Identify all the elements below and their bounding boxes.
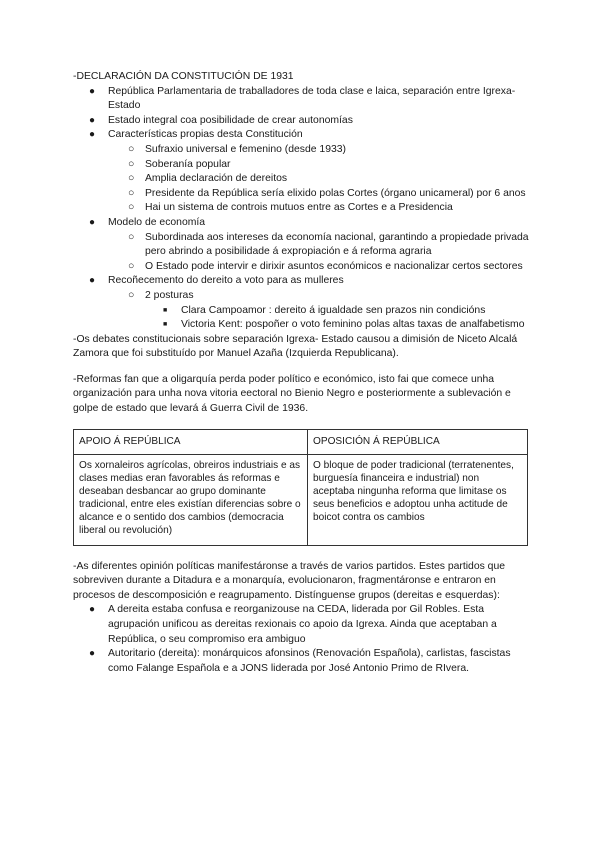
list-item: ● Estado integral coa posibilidade de crear autonomías <box>73 114 533 129</box>
bullet-circle-icon: ○ <box>128 201 135 214</box>
bullet-dot-icon: ● <box>89 129 96 141</box>
list-item: ● Autoritario (dereita): monárquicos afonsinos (Renovación Española), carlistas, fascistas como Falange Española e a JONS liderada por José Antonio Primo de RIvera. <box>89 648 511 674</box>
table-cell-opposition: O bloque de poder tradicional (terratenentes, burguesía financeira e industrial) non aceptaba ningunha reforma que limitase os seus beneficios e adoptou unha actitude de boicot contra os cambios <box>308 454 528 545</box>
sub-list-item: ○ Hai un sistema de controis mutuos entre as Cortes e a Presidencia <box>128 201 453 214</box>
bullet-dot-icon: ● <box>89 85 96 97</box>
bullet-circle-icon: ○ <box>128 186 135 199</box>
bullet-circle-icon: ○ <box>128 230 135 243</box>
table-cell-support: Os xornaleiros agrícolas, obreiros industriais e as clases medias eran favorables ás reformas e deseaban desbancar ao grupo dominante tradicional, entre eles existían diferencias sobre o alcance e o sentido dos cambios (democracia liberal ou revolución) <box>74 454 308 545</box>
sub-list-item: ○ Soberanía popular <box>128 157 231 170</box>
table-header-row <box>74 429 528 454</box>
bullet-circle-icon: ○ <box>128 288 135 301</box>
comparison-table <box>73 429 528 546</box>
sub-list-item: ○ Subordinada aos intereses da economía nacional, garantindo a propiedade privada pero abrindo a posibilidade á expropiación e á reforma agraria <box>128 230 529 258</box>
table-header-support: APOIO Á REPÚBLICA <box>74 429 308 454</box>
sub-list-item: ○ Presidente da República sería elixido polas Cortes (órgano unicameral) por 6 anos <box>128 186 526 199</box>
paragraph: -Os debates constitucionais sobre separación Igrexa- Estado causou a dimisión de Niceto Alcalá Zamora que foi substituído por Manuel Azaña (Izquierda Republicana). <box>73 333 518 360</box>
sub-sub-list-item: ■ Clara Campoamor : dereito á igualdade sen prazos nin condicións <box>73 304 533 319</box>
table-row <box>74 454 528 545</box>
bullet-dot-icon: ● <box>89 648 96 660</box>
constitution-list <box>73 85 533 333</box>
list-item: ● A dereita estaba confusa e reorganizouse na CEDA, liderada por Gil Robles. Esta agrupación unificou as dereitas rexionais co apoio da Igrexa. Ainda que aceptaban a República, o seu compromiso era ambiguo <box>89 604 497 645</box>
bullet-dot-icon: ● <box>89 604 96 616</box>
bullet-square-icon: ■ <box>163 306 168 314</box>
bullet-dot-icon: ● <box>89 216 96 228</box>
list-item: ● Modelo de economía <box>73 216 533 231</box>
bullet-square-icon: ■ <box>163 321 168 329</box>
list-item: ● República Parlamentaria de traballadores de toda clase e laica, separación entre Igrexa- Estado <box>89 85 516 112</box>
paragraph: -Reformas fan que a oligarquía perda poder político e económico, isto fai que comece unha organización para unha nova vitoria eectoral no Bienio Negro e posteriormente a sublevación e golpe de estado que levará á Guerra Civil de 1936. <box>73 373 511 415</box>
bullet-circle-icon: ○ <box>128 157 135 170</box>
sub-list-item: ○ Sufraxio universal e femenino (desde 1933) <box>128 142 347 155</box>
sub-list-item: ○ 2 posturas <box>128 288 194 301</box>
sub-list-item: ○ Amplia declaración de dereitos <box>128 172 288 185</box>
spacer <box>73 362 533 373</box>
list-item: ● Características propias desta Constitución <box>73 128 533 143</box>
parties-list <box>73 603 533 676</box>
bullet-circle-icon: ○ <box>128 172 135 185</box>
document-body <box>73 70 533 676</box>
list-item: ● Recoñecemento do dereito a voto para as mulleres <box>73 274 533 289</box>
bullet-dot-icon: ● <box>89 275 96 287</box>
sub-list-item: ○ O Estado pode intervir e dirixir asuntos económicos e nacionalizar certos sectores <box>128 259 523 272</box>
bullet-dot-icon: ● <box>89 114 96 126</box>
bullet-circle-icon: ○ <box>128 142 135 155</box>
bullet-circle-icon: ○ <box>128 259 135 272</box>
section-heading: -DECLARACIÓN DA CONSTITUCIÓN DE 1931 <box>73 71 294 82</box>
paragraph: -As diferentes opinión políticas manifestáronse a través de varios partidos. Estes partidos que sobreviven durante a Ditadura e a monarquía, evolucionaron, fragmentáronse e entraron en procesos de descomposición e reagrupamento. Distínguense grupos (dereitas e esquerdas): <box>73 560 506 601</box>
sub-sub-list-item: ■ Victoria Kent: pospoñer o voto feminino polas altas taxas de analfabetismo <box>73 318 533 333</box>
table-header-opposition: OPOSICIÓN Á REPÚBLICA <box>308 429 528 454</box>
